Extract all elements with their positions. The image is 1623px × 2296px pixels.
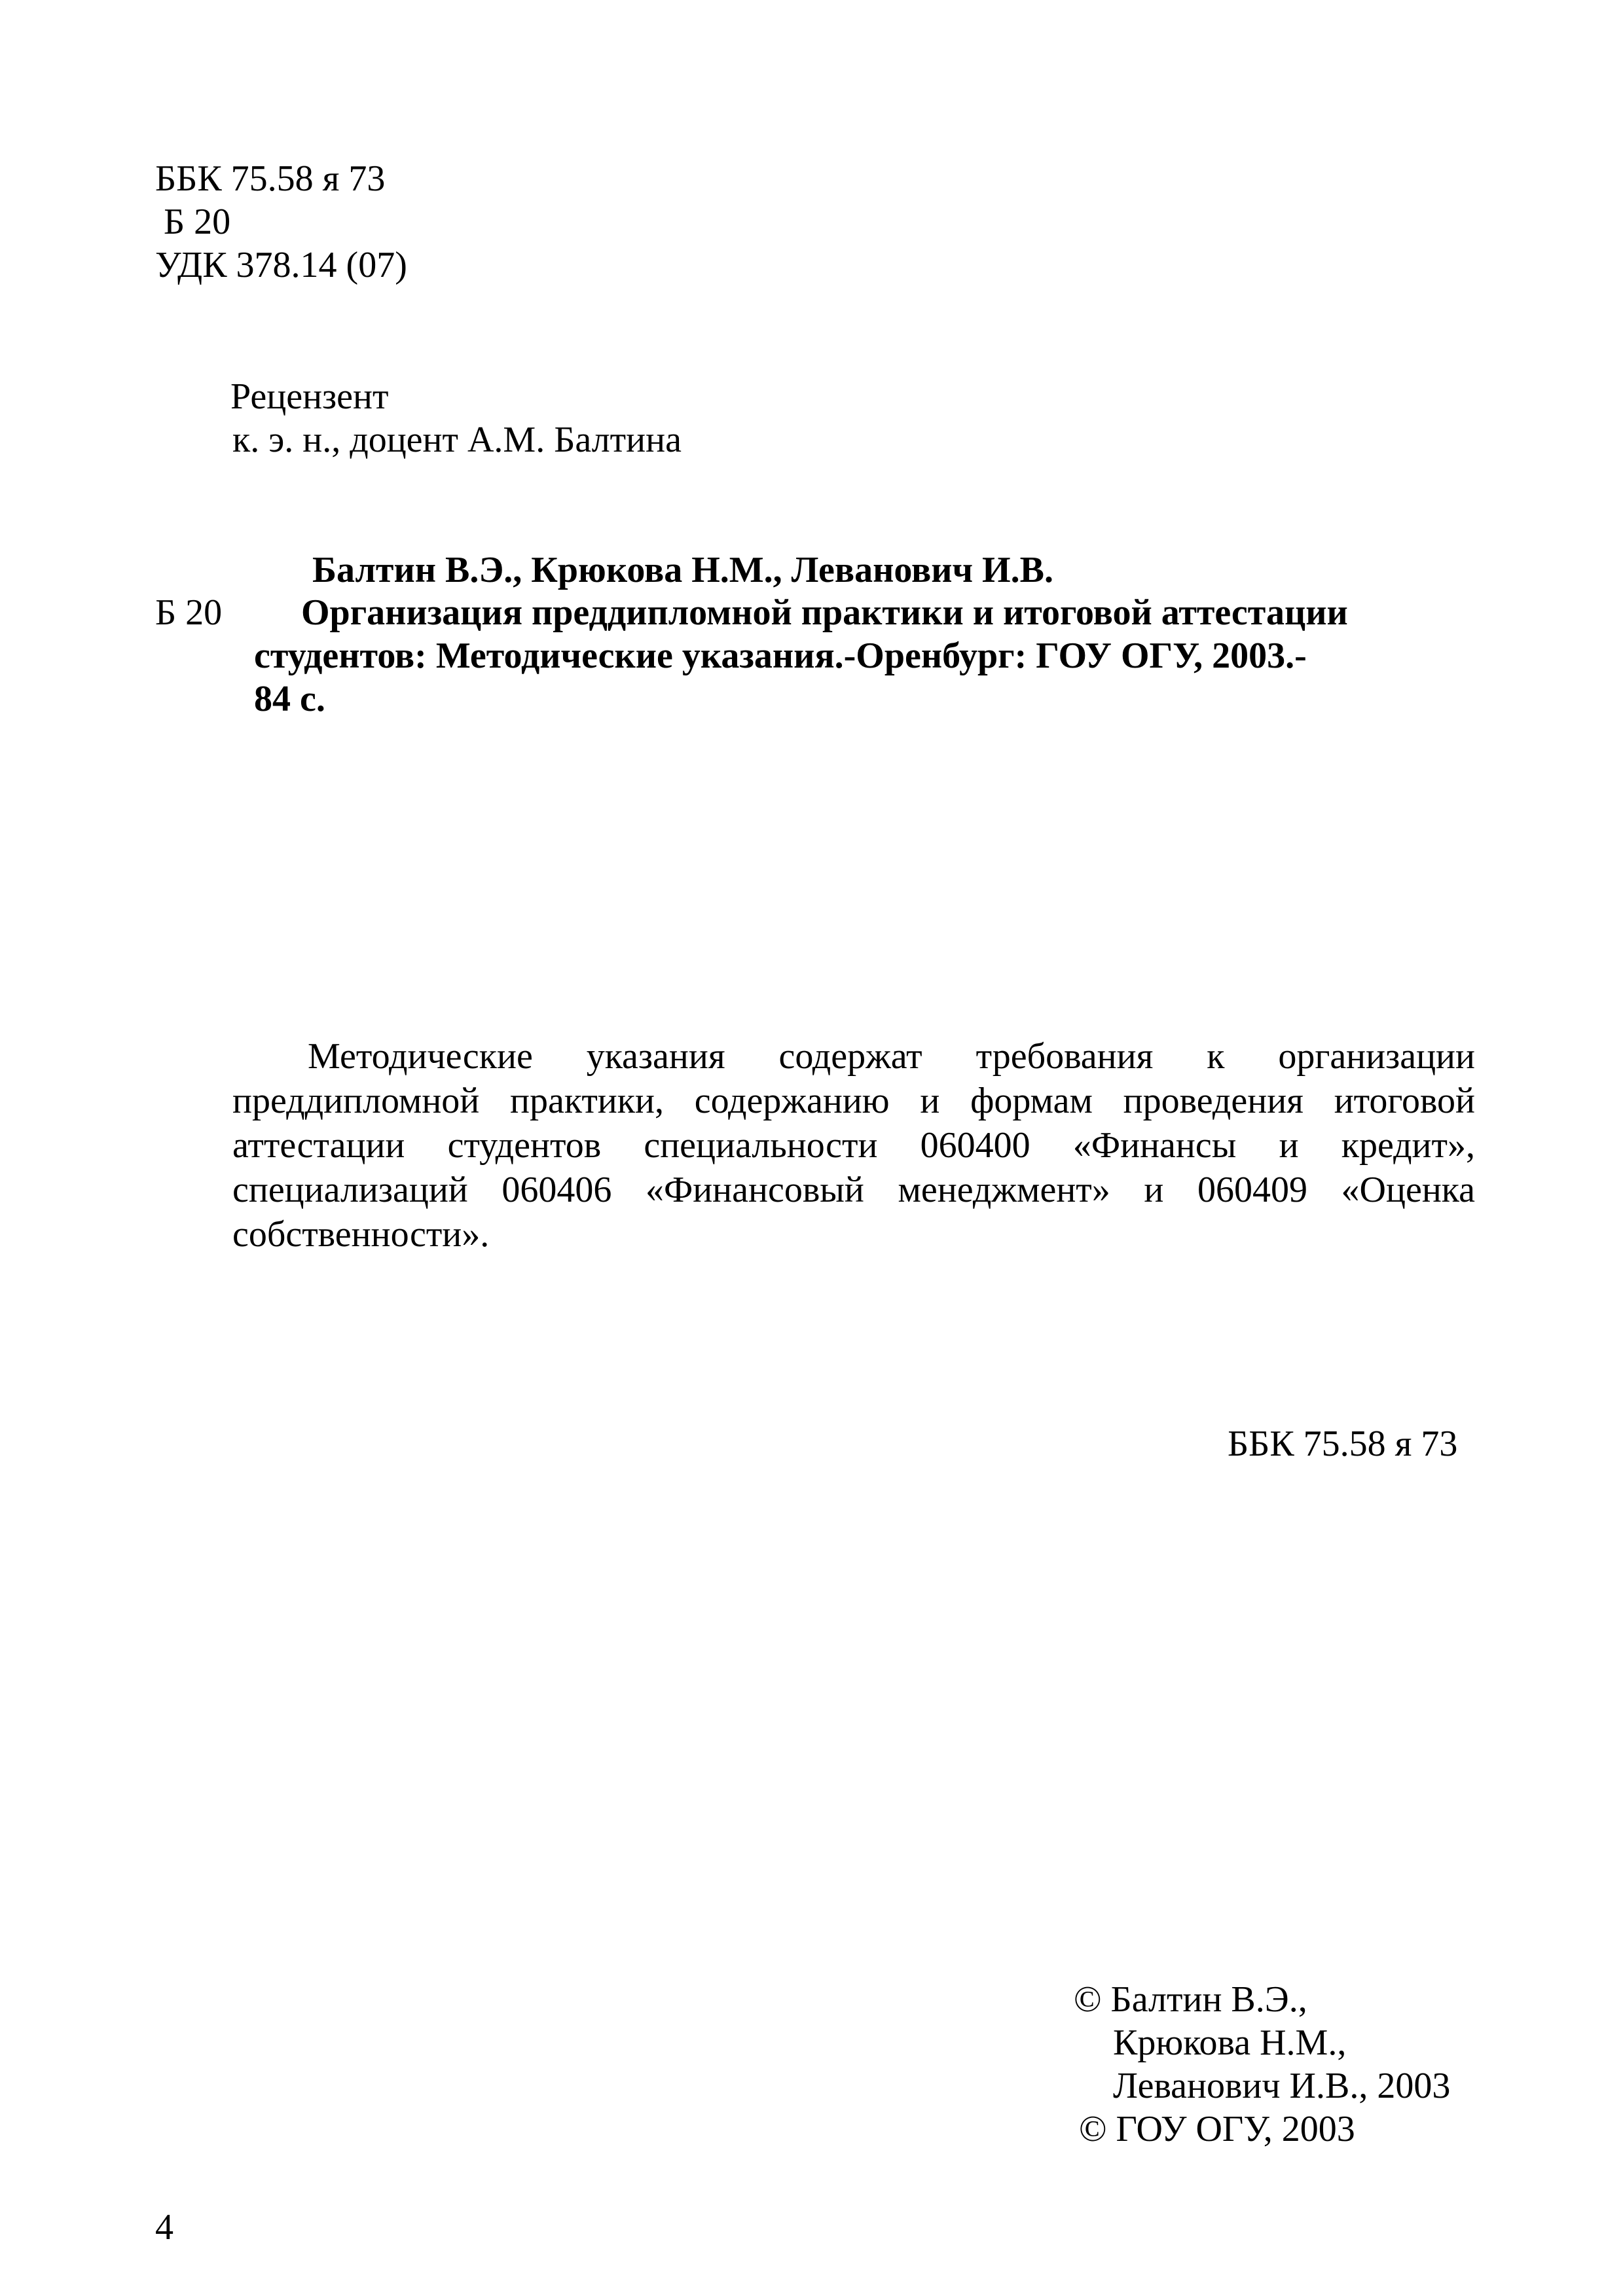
- record-code: Б 20: [155, 592, 223, 633]
- copyright-line-1: © Балтин В.Э.,: [1074, 1979, 1307, 2020]
- copyright-line-4: © ГОУ ОГУ, 2003: [1079, 2109, 1355, 2149]
- page-number: 4: [155, 2207, 173, 2248]
- reviewer-label: Рецензент: [230, 376, 389, 417]
- title-line-3: 84 с.: [254, 679, 325, 719]
- authors: Балтин В.Э., Крюкова Н.М., Леванович И.В.: [312, 550, 1053, 590]
- copyright-line-3: Леванович И.В., 2003: [1113, 2066, 1451, 2106]
- abstract-paragraph: Методические указания содержат требования к организации преддипломной практики, содержанию и формам проведения итоговой аттестации студентов специальности 060400 «Финансы и кредит», специализаций 060406 «Финансовый менеджмент» и 060409 «Оценка собственности».: [232, 1036, 1475, 1255]
- bbk-code: ББК 75.58 я 73: [155, 158, 386, 199]
- book-code: Б 20: [164, 202, 231, 242]
- reviewer-name: к. э. н., доцент А.М. Балтина: [232, 420, 682, 460]
- title-line-2: студентов: Методические указания.-Оренбург: ГОУ ОГУ, 2003.-: [254, 636, 1307, 676]
- bbk-right: ББК 75.58 я 73: [1228, 1424, 1458, 1464]
- udk-code: УДК 378.14 (07): [155, 245, 407, 285]
- title-line-1: Организация преддипломной практики и итоговой аттестации: [301, 592, 1348, 633]
- copyright-line-2: Крюкова Н.М.,: [1113, 2022, 1347, 2063]
